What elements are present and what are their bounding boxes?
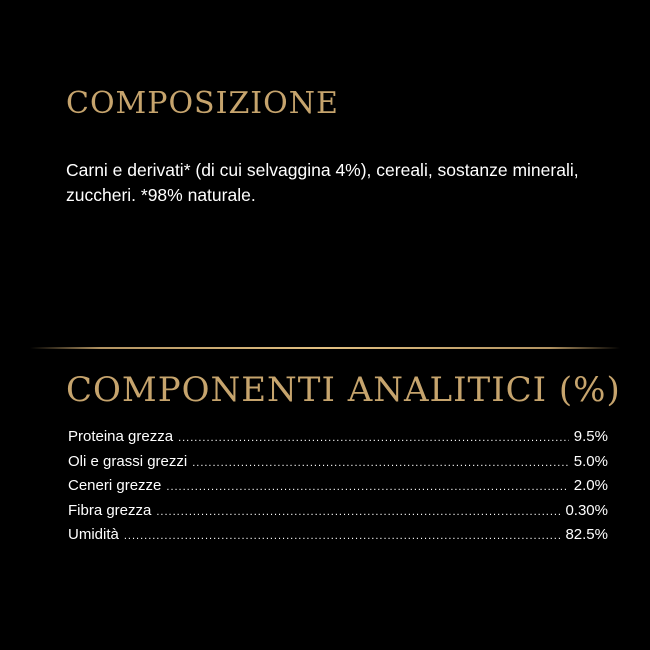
analytics-row-protein (68, 428, 608, 453)
row-label: Proteina grezza (68, 428, 174, 445)
row-label: Ceneri grezze (68, 477, 162, 494)
analytics-table (68, 428, 608, 551)
row-label: Umidità (68, 526, 119, 543)
row-value: 5.0% (573, 452, 608, 470)
row-value: 0.30% (565, 501, 608, 519)
dot-leader (124, 530, 561, 542)
dot-leader (166, 481, 568, 493)
row-label: Fibra grezza (68, 501, 152, 519)
dot-leader (192, 457, 569, 469)
dot-leader (178, 432, 569, 444)
composition-heading: COMPOSIZIONE (66, 86, 339, 121)
analytics-row-ash (68, 477, 608, 502)
dot-leader (156, 506, 560, 518)
section-divider (30, 347, 620, 349)
analytics-row-fat (68, 453, 608, 478)
row-label: Oli e grassi grezzi (68, 452, 188, 470)
row-value: 82.5% (565, 526, 608, 543)
analytics-row-fibre (68, 502, 608, 527)
analytics-heading: COMPONENTI ANALITICI (%) (66, 370, 621, 410)
composition-text: Carni e derivati* (di cui selvaggina 4%), cereali, sostanze minerali, zuccheri. *98% naturale. (66, 160, 579, 205)
analytics-row-moisture (68, 526, 608, 551)
row-value: 9.5% (573, 428, 608, 445)
row-value: 2.0% (573, 477, 608, 494)
